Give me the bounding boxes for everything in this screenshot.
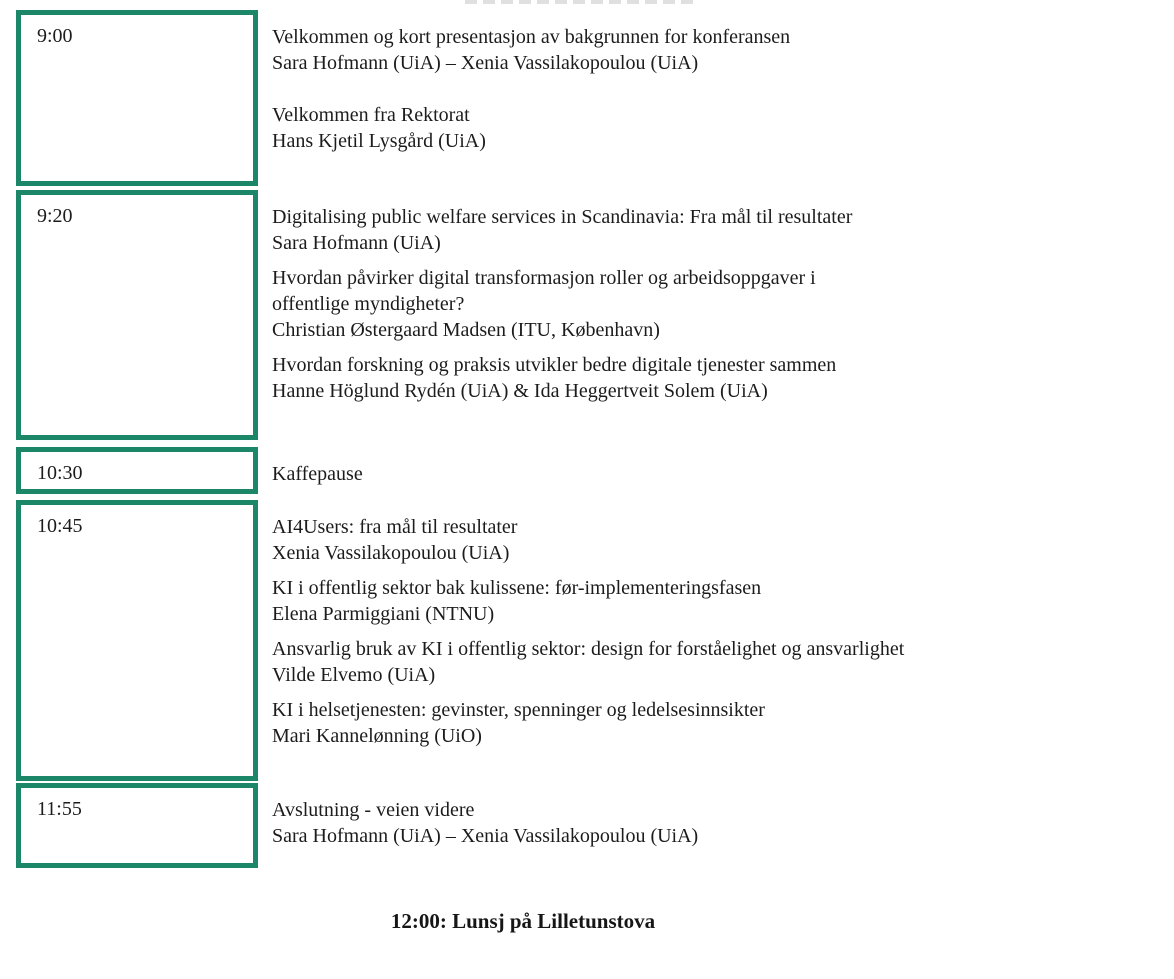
schedule-row bbox=[16, 783, 1158, 868]
speaker-line: Sara Hofmann (UiA) bbox=[272, 232, 441, 254]
time-label: 10:30 bbox=[37, 462, 83, 484]
session-block bbox=[272, 575, 1158, 627]
time-cell bbox=[16, 783, 258, 868]
session-title: Velkommen og kort presentasjon av bakgrunnen for konferansen bbox=[272, 26, 791, 48]
session-cell bbox=[258, 447, 1158, 494]
session-block bbox=[272, 24, 1158, 76]
session-block bbox=[272, 102, 1158, 154]
session-title: Digitalising public welfare services in Scandinavia: Fra mål til resultater bbox=[272, 206, 853, 228]
speaker-line: Elena Parmiggiani (NTNU) bbox=[272, 603, 495, 625]
session-title: Kaffepause bbox=[272, 463, 363, 485]
speaker-line: Sara Hofmann (UiA) – Xenia Vassilakopoulou (UiA) bbox=[272, 825, 699, 847]
speaker-line: Mari Kannelønning (UiO) bbox=[272, 725, 482, 747]
schedule-row bbox=[16, 10, 1158, 186]
session-title: Avslutning - veien videre bbox=[272, 799, 475, 821]
session-cell bbox=[258, 10, 1158, 186]
session-cell bbox=[258, 190, 1158, 440]
session-block bbox=[272, 204, 1158, 256]
session-title: KI i offentlig sektor bak kulissene: før-implementeringsfasen bbox=[272, 577, 762, 599]
time-label: 9:20 bbox=[37, 205, 73, 227]
session-block bbox=[272, 265, 1158, 343]
cropped-text-remnant bbox=[465, 0, 693, 4]
schedule-row bbox=[16, 190, 1158, 440]
schedule-row bbox=[16, 500, 1158, 781]
session-title: Hvordan forskning og praksis utvikler bedre digitale tjenester sammen bbox=[272, 354, 837, 376]
time-cell bbox=[16, 447, 258, 494]
session-block bbox=[272, 797, 1158, 849]
speaker-line: Hanne Höglund Rydén (UiA) & Ida Heggertveit Solem (UiA) bbox=[272, 380, 768, 402]
speaker-line: Xenia Vassilakopoulou (UiA) bbox=[272, 542, 510, 564]
session-block bbox=[272, 352, 1158, 404]
speaker-line: Sara Hofmann (UiA) – Xenia Vassilakopoulou (UiA) bbox=[272, 52, 699, 74]
session-title: AI4Users: fra mål til resultater bbox=[272, 516, 518, 538]
speaker-line: Christian Østergaard Madsen (ITU, København) bbox=[272, 319, 660, 341]
time-label: 10:45 bbox=[37, 515, 83, 537]
time-cell bbox=[16, 10, 258, 186]
speaker-line: Hans Kjetil Lysgård (UiA) bbox=[272, 130, 486, 152]
session-block bbox=[272, 461, 1158, 487]
session-title: offentlige myndigheter? bbox=[272, 293, 465, 315]
time-label: 9:00 bbox=[37, 25, 73, 47]
time-cell bbox=[16, 500, 258, 781]
session-cell bbox=[258, 783, 1158, 868]
session-block bbox=[272, 697, 1158, 749]
session-cell bbox=[258, 500, 1158, 781]
session-title: Hvordan påvirker digital transformasjon roller og arbeidsoppgaver i bbox=[272, 267, 816, 289]
session-title: KI i helsetjenesten: gevinster, spenninger og ledelsesinnsikter bbox=[272, 699, 765, 721]
session-title: Ansvarlig bruk av KI i offentlig sektor: design for forståelighet og ansvarlighet bbox=[272, 638, 905, 660]
lunch-note: 12:00: Lunsj på Lilletunstova bbox=[390, 909, 656, 933]
session-title: Velkommen fra Rektorat bbox=[272, 104, 470, 126]
time-label: 11:55 bbox=[37, 798, 82, 820]
time-cell bbox=[16, 190, 258, 440]
schedule-row bbox=[16, 447, 1158, 494]
speaker-line: Vilde Elvemo (UiA) bbox=[272, 664, 436, 686]
session-block bbox=[272, 636, 1158, 688]
schedule-table bbox=[16, 10, 1158, 868]
session-block bbox=[272, 514, 1158, 566]
